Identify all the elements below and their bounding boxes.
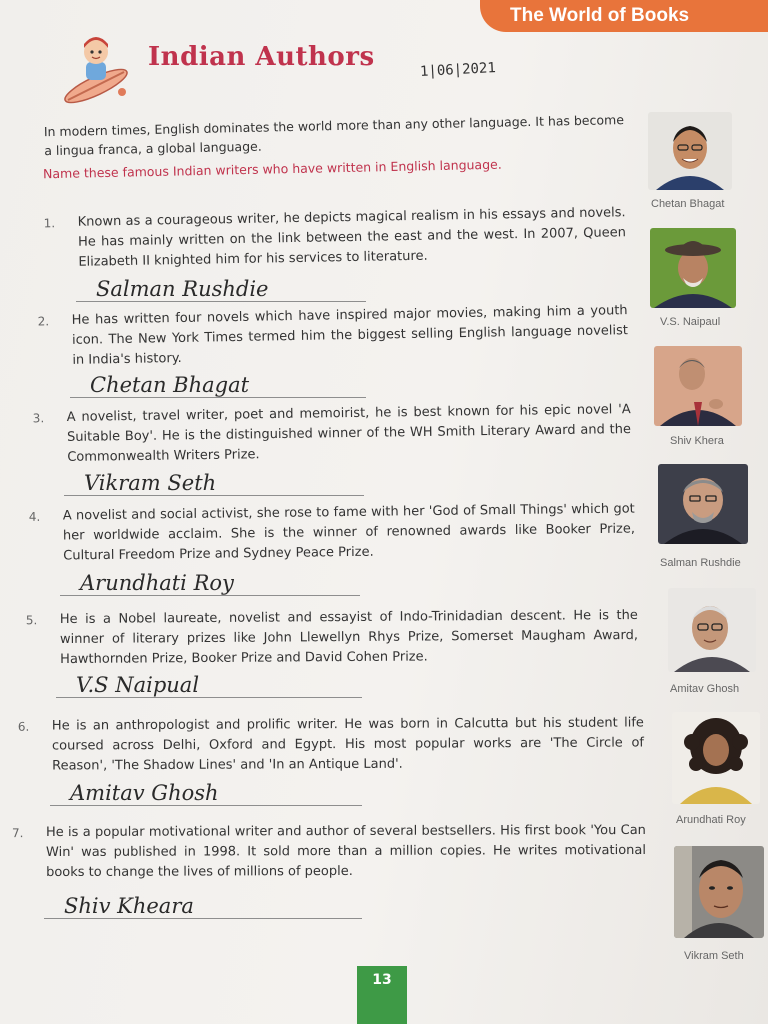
intro-paragraph: In modern times, English dominates the world more than any other language. It has become a lingua franca, a global language.: [43, 112, 625, 159]
question-3: [32, 400, 632, 468]
photo-caption: V.S. Naipaul: [660, 316, 721, 328]
photo-caption: Arundhati Roy: [676, 814, 746, 826]
question-text: He is an anthropologist and prolific writer. He was born in Calcutta but his student life coursed across Delhi, Oxford and Egypt. His most popular works are 'The Circle of Reason', 'The Shadow Lines' and 'In an Antique Land'.: [51, 715, 645, 774]
photo-caption: Chetan Bhagat: [651, 198, 725, 210]
author-photo-vikram-seth: [674, 846, 764, 938]
question-text: A novelist and social activist, she rose to fame with her 'God of Small Things' which got her worldwide acclaim. She is the winner of renowned awards like Booker Prize, Cultural Freedom Prize and Sydney Peace Prize.: [62, 501, 636, 564]
question-number: 4.: [28, 509, 41, 524]
answer-field-2[interactable]: Chetan Bhagat: [70, 372, 366, 398]
answer-field-7[interactable]: Shiv Kheara: [44, 893, 362, 919]
author-photo-shiv-khera: [654, 346, 742, 426]
answer-field-3[interactable]: Vikram Seth: [64, 470, 364, 496]
page-number: 13: [357, 966, 407, 1024]
question-text: A novelist, travel writer, poet and memoirist, he is best known for his epic novel 'A Suitable Boy'. He is the distinguished winner of the WH Smith Literary Award and the Commonwealth Writers Prize.: [66, 402, 632, 465]
question-4: [28, 500, 636, 567]
question-number: 3.: [32, 411, 45, 426]
author-photo-arundhati-roy: [672, 712, 760, 804]
answer-field-4[interactable]: Arundhati Roy: [60, 570, 360, 596]
question-5: [25, 606, 639, 670]
question-number: 7.: [11, 826, 24, 841]
question-number: 6.: [17, 719, 30, 734]
question-1: [43, 203, 627, 273]
page-title: Indian Authors: [148, 42, 375, 72]
author-photo-chetan-bhagat: [648, 112, 732, 190]
question-2: [37, 301, 629, 371]
instruction-text: Name these famous Indian writers who have written in English language.: [42, 156, 502, 182]
answer-field-5[interactable]: V.S Naipual: [56, 672, 362, 698]
boy-on-surfboard-illustration: [60, 28, 140, 104]
handwritten-date: 1|06|2021: [419, 60, 497, 80]
question-6: [17, 713, 645, 776]
question-text: He is a Nobel laureate, novelist and essayist of Indo-Trinidadian descent. He is the winner of literary prizes like John Llewellyn Rhys Prize, Somerset Maugham Award, Hawthornden Prize, Booker Prize and David Cohen Prize.: [59, 607, 639, 668]
photo-caption: Shiv Khera: [670, 435, 724, 447]
section-banner: The World of Books: [480, 0, 768, 32]
photo-caption: Vikram Seth: [684, 950, 744, 962]
question-number: 1.: [43, 216, 56, 231]
answer-field-1[interactable]: Salman Rushdie: [76, 276, 366, 302]
question-text: He is a popular motivational writer and author of several bestsellers. His first book 'You Can Win' was published in 1998. It sold more than a million copies. He writes motivational books to change the lives of millions of people.: [45, 822, 647, 881]
question-7: [11, 821, 647, 883]
question-text: Known as a courageous writer, he depicts magical realism in his essays and novels. He has mainly written on the link between the east and the west. In 2007, Queen Elizabeth II knighted him for his services to literature.: [77, 205, 627, 270]
question-text: He has written four novels which have inspired major movies, making him a youth icon. The New York Times termed him the biggest selling English language novelist in India's history.: [71, 303, 629, 368]
author-photo-vs-naipaul: [650, 228, 736, 308]
question-number: 5.: [25, 613, 38, 628]
photo-caption: Salman Rushdie: [660, 557, 741, 569]
answer-field-6[interactable]: Amitav Ghosh: [50, 780, 362, 806]
question-number: 2.: [37, 314, 50, 329]
author-photo-salman-rushdie: [658, 464, 748, 544]
photo-caption: Amitav Ghosh: [670, 683, 740, 695]
author-photo-amitav-ghosh: [668, 588, 756, 672]
